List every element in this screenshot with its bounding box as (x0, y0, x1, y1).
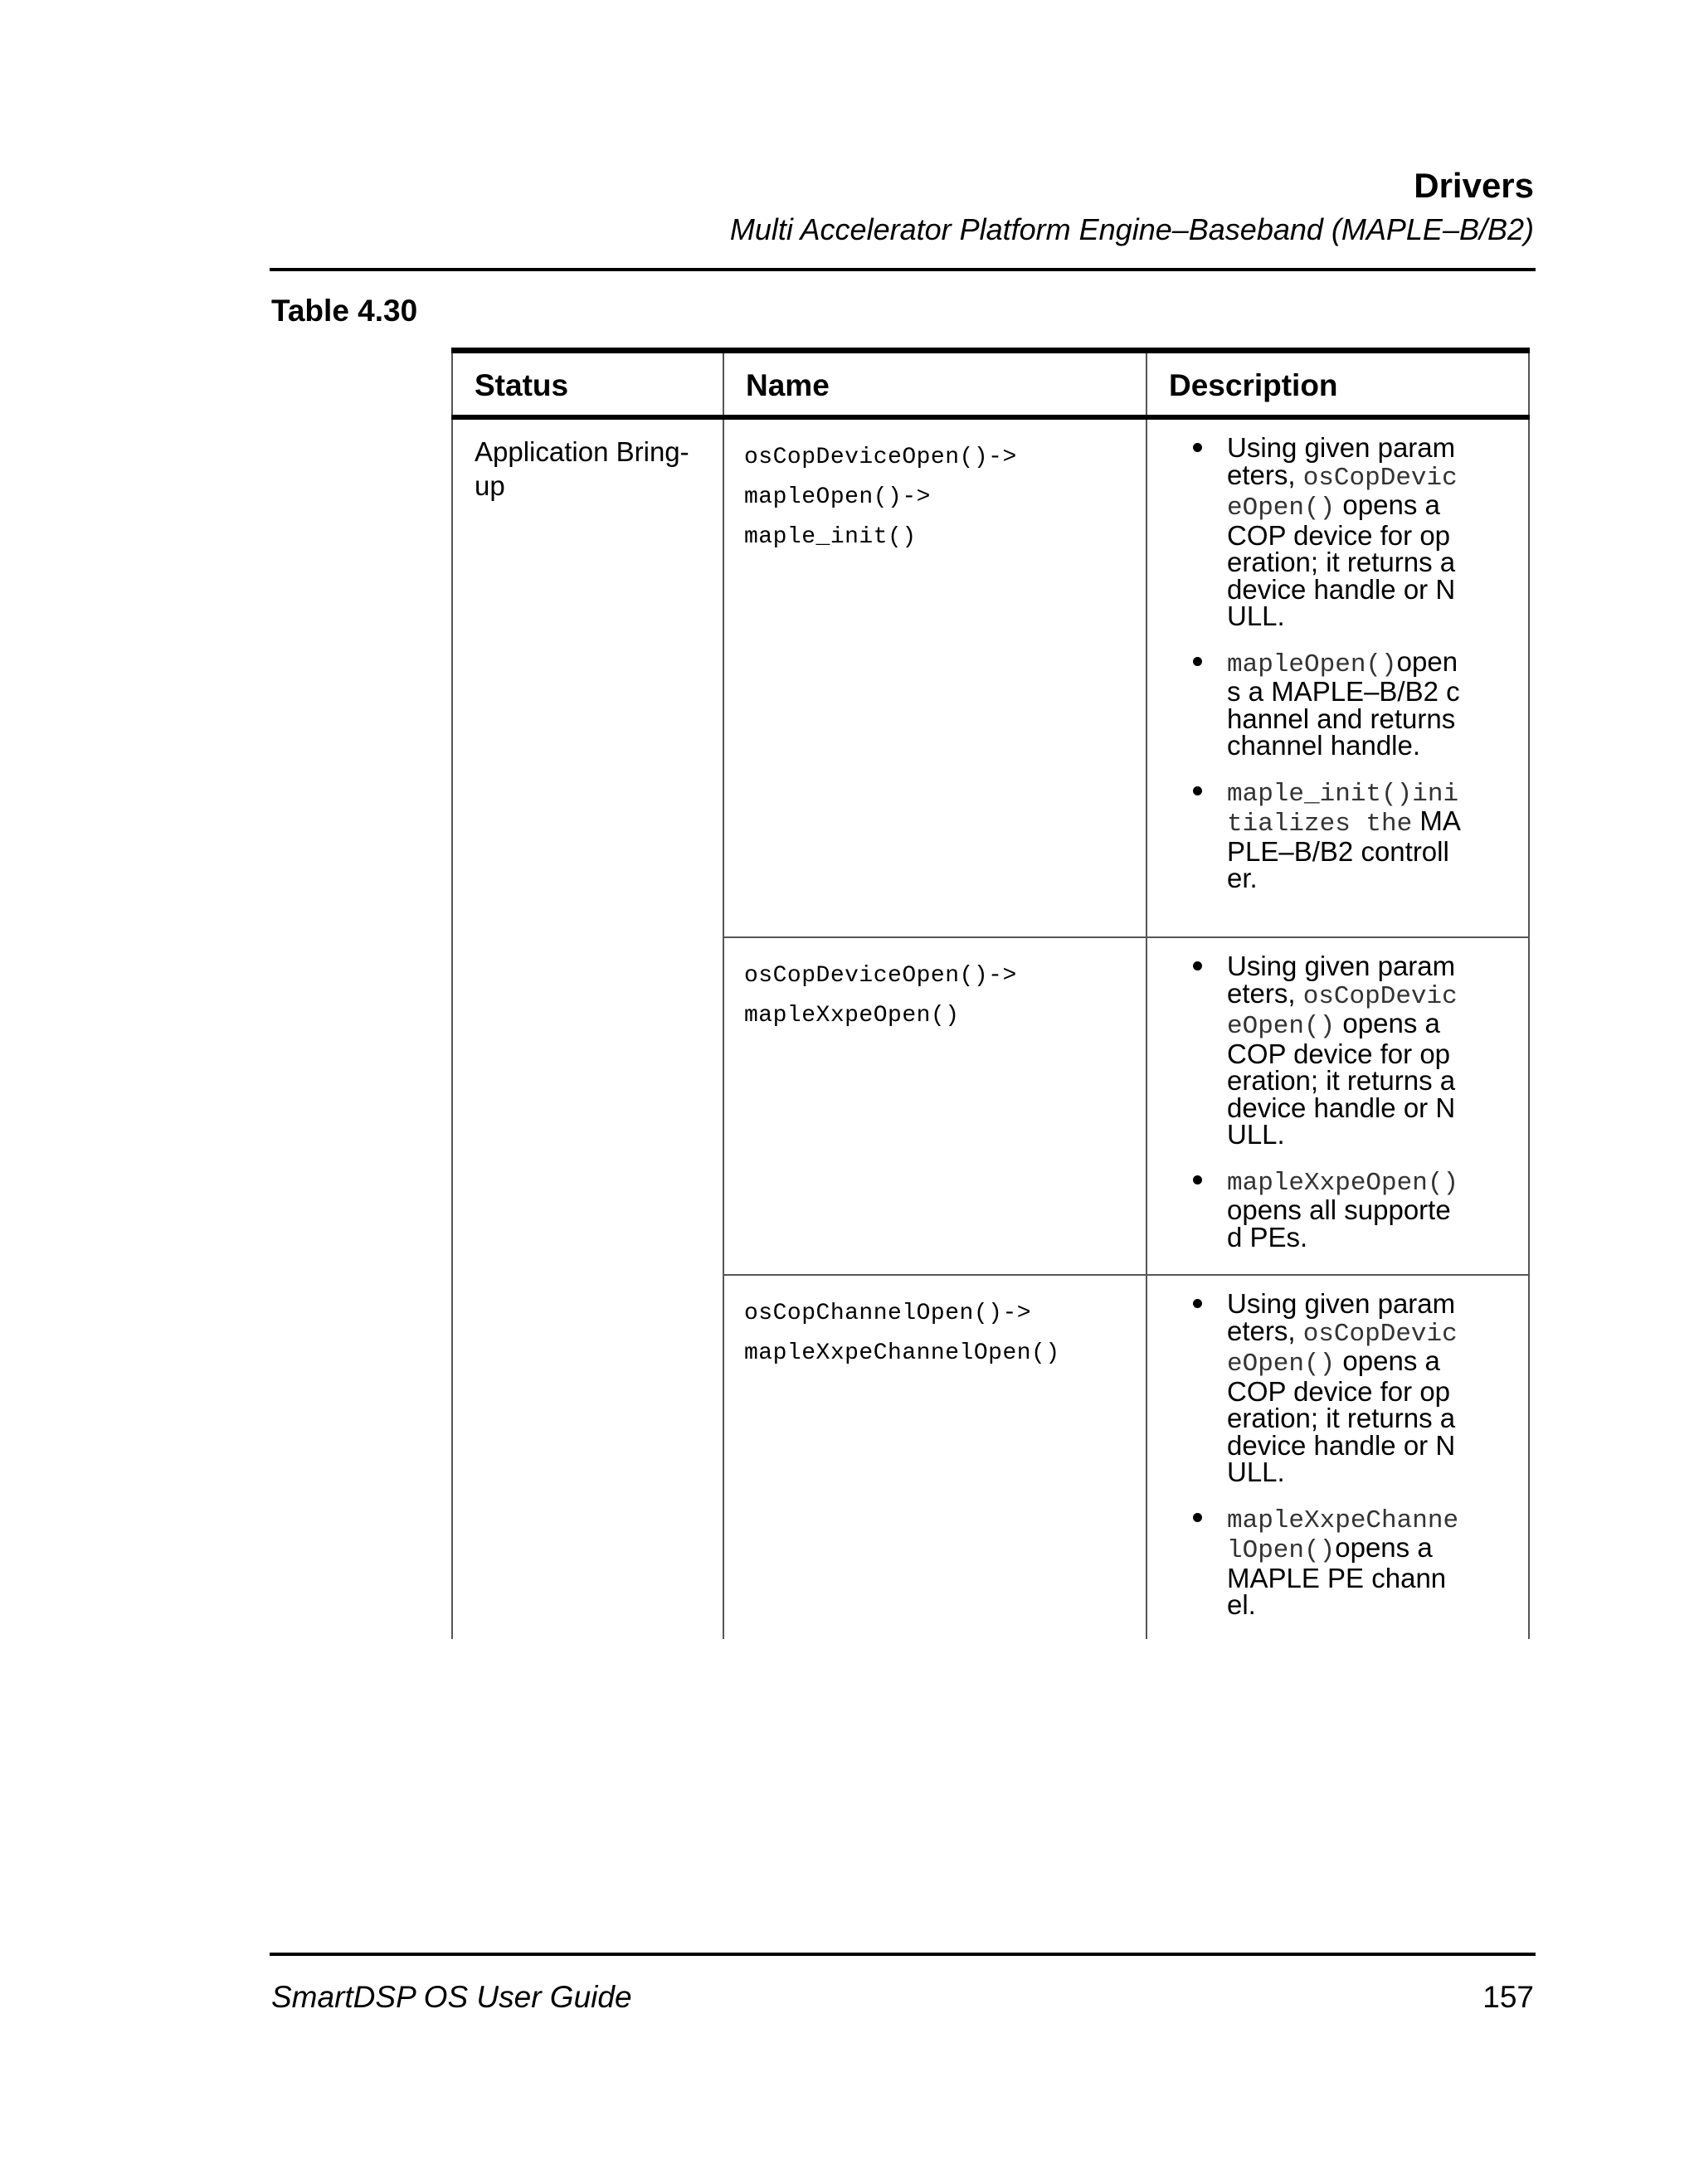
bullet-body: MAPLE–B/B2 controller. (1227, 805, 1461, 893)
bullet-body: opens a COP device for operation; it returns a device handle or NULL. (1227, 489, 1456, 631)
bullet-code: mapleXxpeOpen() (1227, 1168, 1459, 1198)
bullet-prefix: Using given parameters, (1227, 951, 1456, 1009)
table-caption: Table 4.30 (271, 294, 418, 328)
bullet-code: mapleXxpeChannelOpen() (1227, 1505, 1459, 1565)
bullet-icon (1193, 786, 1202, 795)
name-cell (723, 420, 1146, 936)
description-bullet (1147, 1167, 1528, 1252)
column-header-description: Description (1146, 353, 1530, 415)
name-cell (723, 1276, 1146, 1639)
bullet-text (1227, 1288, 1461, 1487)
table-top-rule (451, 348, 1530, 353)
bullet-icon (1193, 1299, 1202, 1308)
column-header-name: Name (723, 353, 1146, 415)
driver-status-table (451, 348, 1530, 1639)
page-number: 157 (1482, 1980, 1534, 2014)
name-cell (723, 938, 1146, 1274)
function-call: mapleXxpeChannelOpen() (744, 1340, 1060, 1366)
bullet-text (1227, 778, 1461, 893)
bullet-text (1227, 645, 1461, 761)
bullet-icon (1193, 961, 1202, 970)
table-rows (723, 420, 1530, 1639)
description-bullet (1147, 645, 1528, 761)
description-cell (1146, 938, 1530, 1274)
chapter-title: Drivers (1414, 166, 1534, 205)
bullet-code: osCopDeviceOpen() (1227, 981, 1458, 1041)
description-bullet (1147, 1288, 1528, 1487)
status-cell: Application Bring-up (451, 420, 723, 1639)
function-call: osCopDeviceOpen()-> (744, 963, 1017, 989)
bullet-body: opens a COP device for operation; it returns a device handle or NULL. (1227, 1008, 1456, 1150)
bullet-icon (1193, 443, 1202, 452)
table-body (451, 420, 1530, 1639)
bullet-text (1227, 953, 1461, 1149)
column-header-status: Status (451, 353, 723, 415)
bullet-code: maple_init()initializes the (1227, 779, 1459, 839)
section-title: Multi Accelerator Platform Engine–Baseband (MAPLE–B/B2) (729, 212, 1534, 246)
bullet-icon (1193, 657, 1202, 666)
bullet-text (1227, 432, 1461, 631)
description-bullet (1147, 953, 1528, 1149)
table-row (723, 938, 1530, 1276)
bullet-body: opens all supported PEs. (1227, 1194, 1451, 1253)
description-bullet (1147, 432, 1528, 631)
bullet-body: opens a MAPLE PE channel. (1227, 1532, 1447, 1620)
bullet-icon (1193, 1513, 1202, 1522)
bullet-prefix: Using given parameters, (1227, 432, 1456, 490)
bullet-code: osCopDeviceOpen() (1227, 463, 1458, 523)
table-row (723, 1276, 1530, 1639)
function-call: mapleOpen()-> (744, 484, 931, 510)
description-bullet (1147, 778, 1528, 893)
bullet-icon (1193, 1175, 1202, 1184)
function-call: osCopChannelOpen()-> (744, 1301, 1032, 1326)
bullet-body: opens a COP device for operation; it returns a device handle or NULL. (1227, 1345, 1456, 1487)
description-cell (1146, 1276, 1530, 1639)
function-call: maple_init() (744, 524, 917, 550)
header-rule (270, 268, 1536, 271)
bullet-code: mapleOpen() (1227, 649, 1397, 679)
footer-rule (270, 1953, 1536, 1956)
function-call: osCopDeviceOpen()-> (744, 445, 1017, 470)
bullet-text (1227, 1167, 1461, 1252)
table-row (723, 420, 1530, 938)
description-bullet (1147, 1505, 1528, 1619)
function-call: mapleXxpeOpen() (744, 1003, 960, 1029)
bullet-body: opens a MAPLE–B/B2 channel and returns channel handle. (1227, 645, 1460, 761)
bullet-prefix: Using given parameters, (1227, 1288, 1456, 1346)
description-cell (1146, 420, 1530, 936)
bullet-code: osCopDeviceOpen() (1227, 1319, 1458, 1379)
bullet-text (1227, 1505, 1461, 1619)
footer-document-title: SmartDSP OS User Guide (271, 1980, 632, 2014)
table-header-row (451, 353, 1530, 420)
